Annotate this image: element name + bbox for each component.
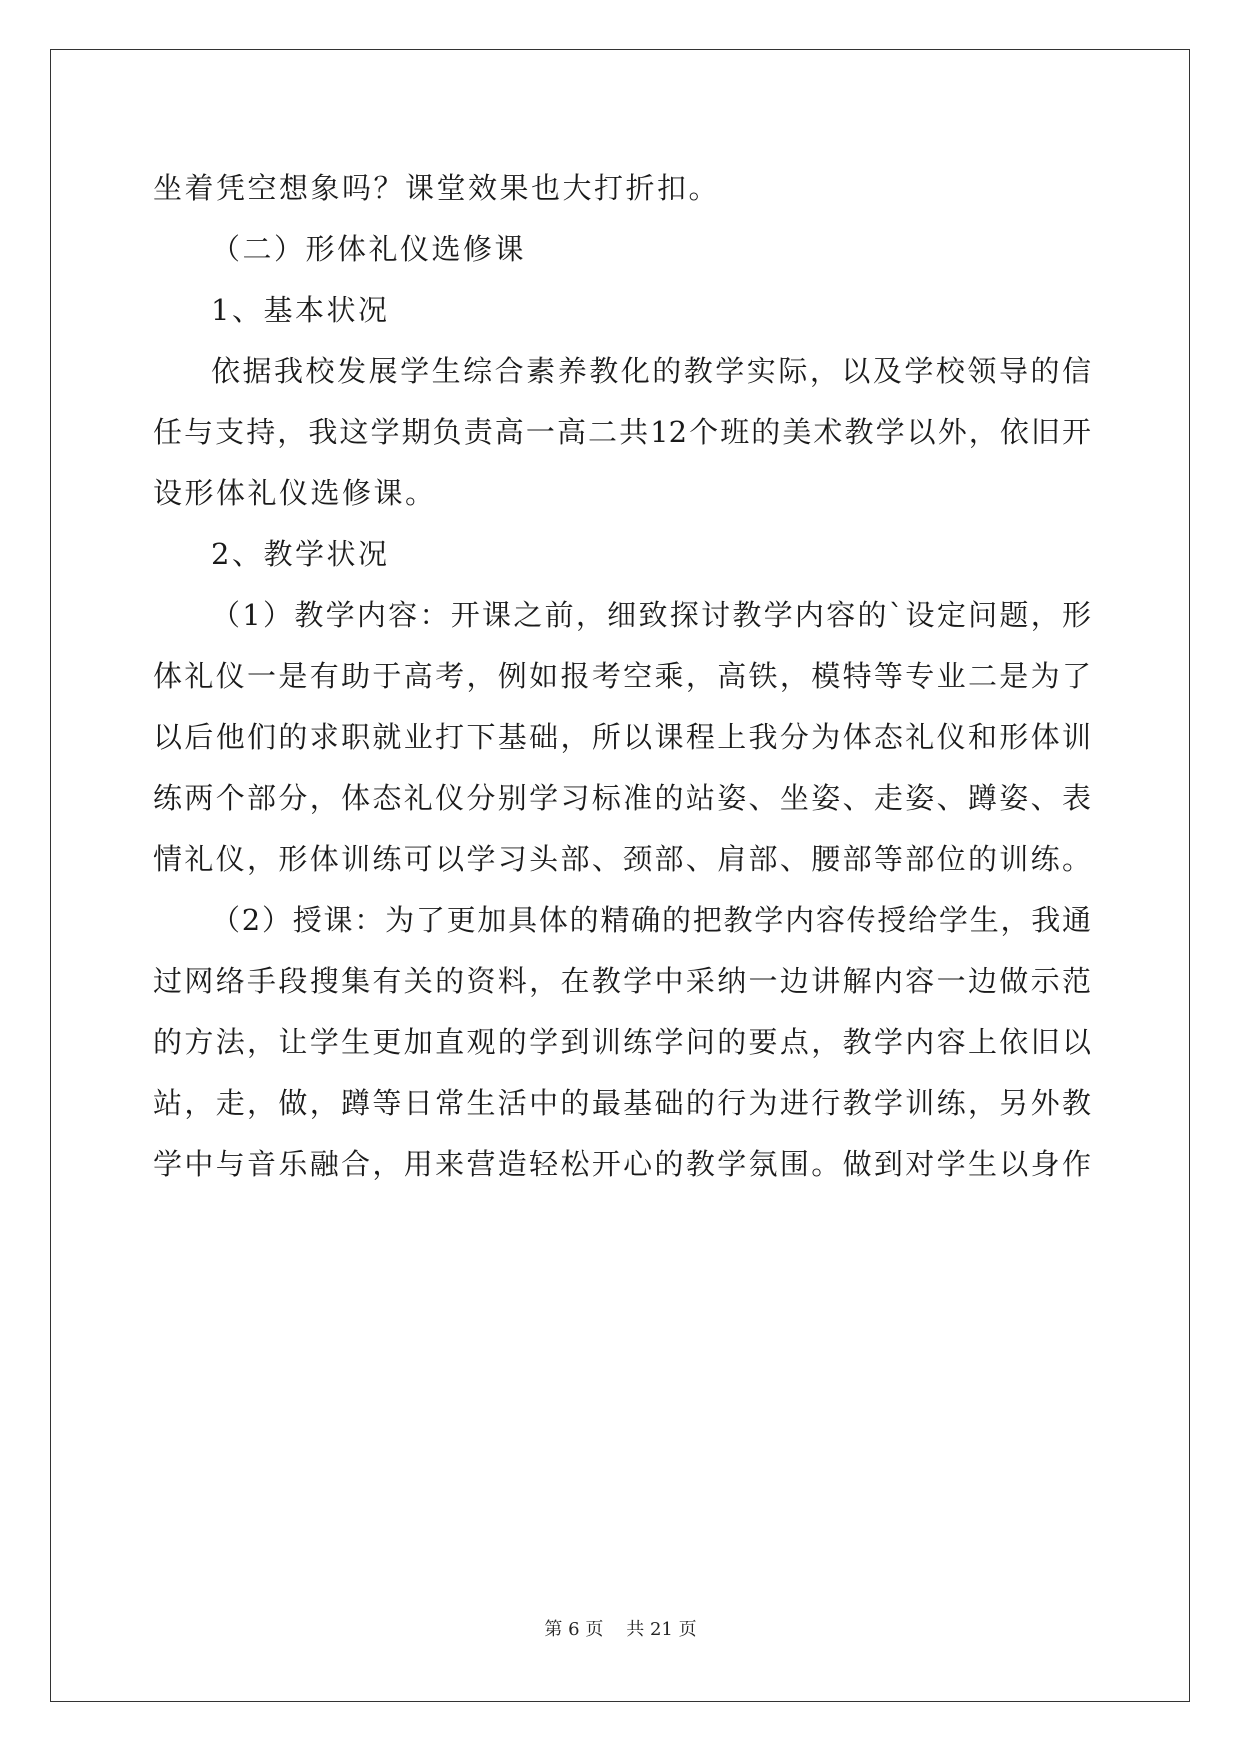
- text-line: 过网络手段搜集有关的资料，在教学中采纳一边讲解内容一边做示范: [153, 964, 1091, 998]
- text-line: 任与支持，我这学期负责高一高二共12个班的美术教学以外，依旧开: [153, 415, 1091, 449]
- text-line: 依据我校发展学生综合素养教化的教学实际，以及学校领导的信: [211, 354, 1091, 388]
- text-line: 体礼仪一是有助于高考，例如报考空乘，高铁，模特等专业二是为了: [153, 659, 1091, 693]
- subsection-heading: 1、基本状况: [211, 293, 390, 327]
- text-line: 设形体礼仪选修课。: [153, 476, 437, 510]
- section-heading: （二）形体礼仪选修课: [211, 232, 527, 266]
- text-line: 学中与音乐融合，用来营造轻松开心的教学氛围。做到对学生以身作: [153, 1147, 1091, 1181]
- subsection-heading: 2、教学状况: [211, 537, 390, 571]
- text-line: 练两个部分，体态礼仪分别学习标准的站姿、坐姿、走姿、蹲姿、表: [153, 781, 1091, 815]
- document-body: [153, 158, 1091, 1195]
- page-footer: [0, 1615, 1241, 1641]
- text-line: （1）教学内容：开课之前，细致探讨教学内容的`设定问题，形: [211, 598, 1091, 632]
- text-line: （2）授课：为了更加具体的精确的把教学内容传授给学生，我通: [211, 903, 1091, 937]
- text-line: 坐着凭空想象吗？课堂效果也大打折扣。: [153, 171, 721, 205]
- text-line: 的方法，让学生更加直观的学到训练学问的要点，教学内容上依旧以: [153, 1025, 1091, 1059]
- page-number: 第 6 页: [544, 1619, 604, 1640]
- page-total: 共 21 页: [626, 1619, 697, 1640]
- text-line: 情礼仪，形体训练可以学习头部、颈部、肩部、腰部等部位的训练。: [153, 842, 1091, 876]
- text-line: 站，走，做，蹲等日常生活中的最基础的行为进行教学训练，另外教: [153, 1086, 1091, 1120]
- text-line: 以后他们的求职就业打下基础，所以课程上我分为体态礼仪和形体训: [153, 720, 1091, 754]
- footer-spacer: [603, 1619, 626, 1640]
